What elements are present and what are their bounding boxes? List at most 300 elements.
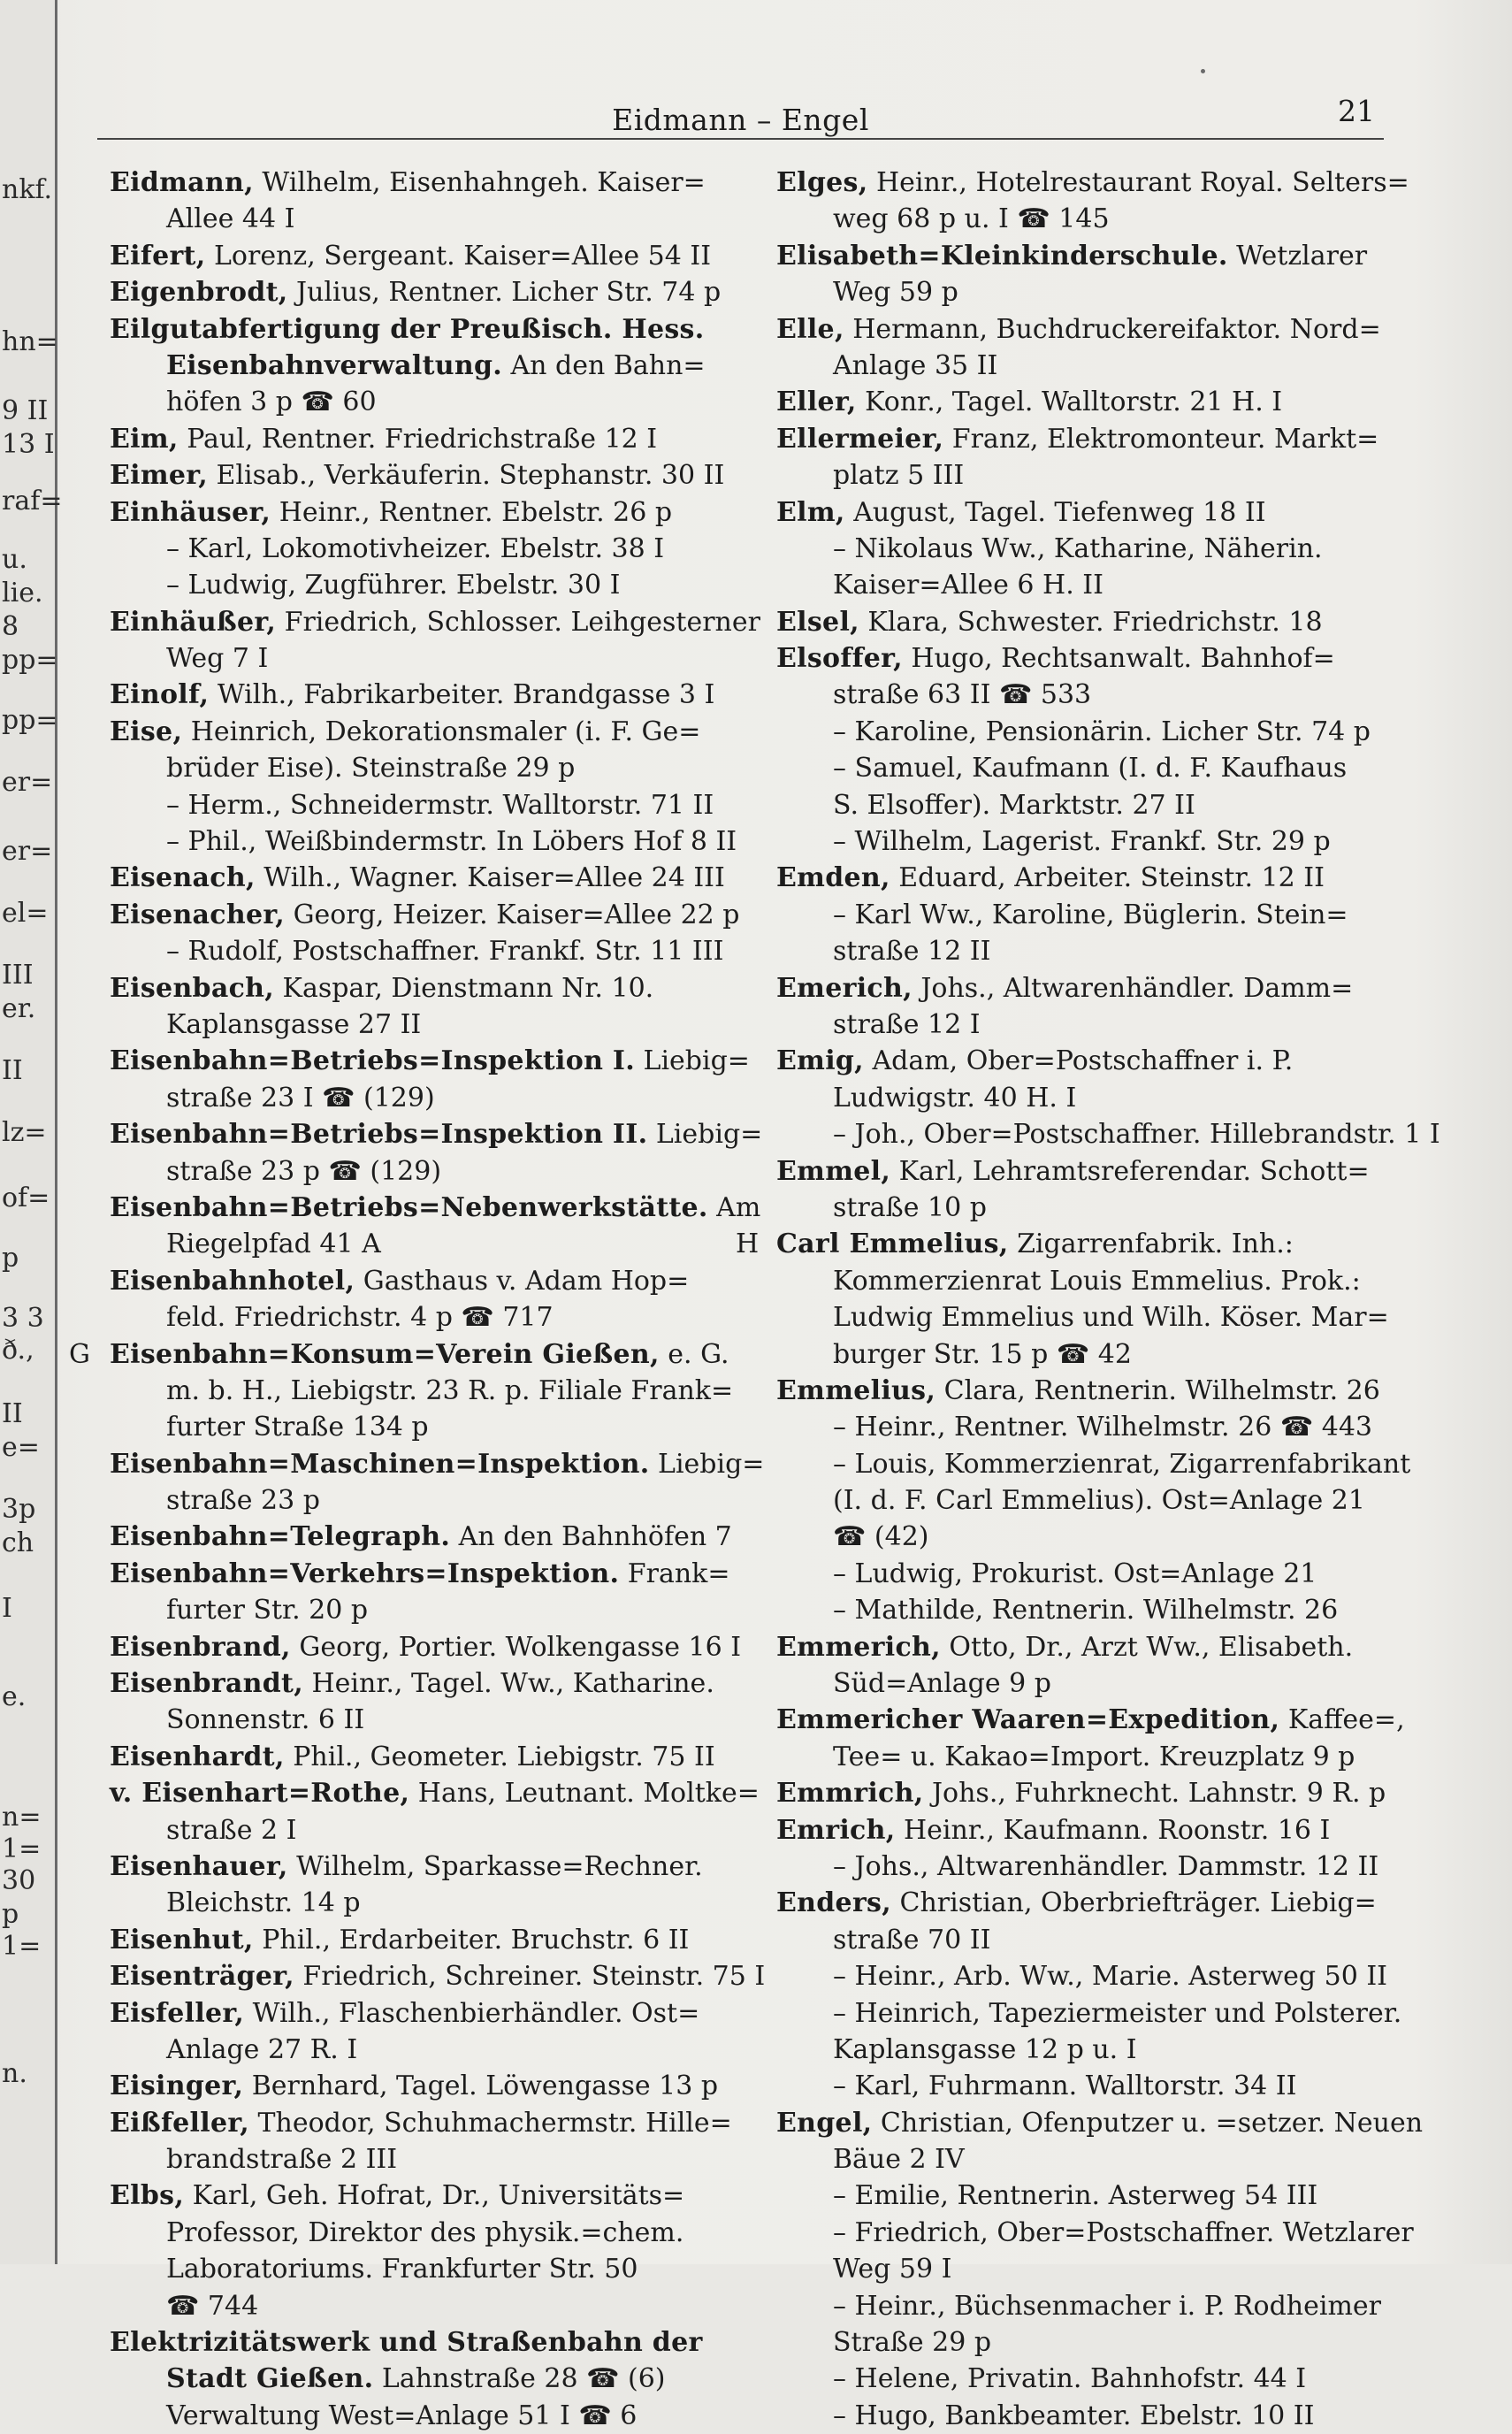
entry-text: Christian, Oberbriefträger. Liebig= bbox=[890, 1887, 1377, 1919]
entry-name: Emden, bbox=[776, 862, 890, 894]
entry-text: Konr., Tagel. Walltorstr. 21 H. I bbox=[856, 387, 1283, 418]
entry-name: Eisenhut, bbox=[110, 1924, 254, 1956]
adjacent-page-fragment: er. bbox=[2, 993, 36, 1024]
entry-text: – Louis, Kommerzienrat, Zigarrenfabrikant bbox=[833, 1448, 1411, 1480]
directory-entry-line bbox=[776, 457, 1400, 494]
directory-entry-line bbox=[776, 823, 1400, 860]
directory-entry-line bbox=[110, 677, 733, 713]
directory-entry-line bbox=[110, 1226, 733, 1262]
directory-entry-line bbox=[110, 1556, 733, 1592]
entry-text: Hermann, Buchdruckereifaktor. Nord= bbox=[844, 313, 1381, 345]
entry-text: platz 5 III bbox=[833, 460, 965, 492]
entry-text: – Phil., Weißbindermstr. In Löbers Hof 8 II bbox=[166, 826, 737, 858]
directory-entry-line bbox=[776, 1080, 1400, 1116]
entry-text: weg 68 p u. I ☎ 145 bbox=[833, 203, 1110, 235]
entry-name: Eisenbahnhotel, bbox=[110, 1265, 355, 1297]
directory-entry-line bbox=[776, 897, 1400, 933]
directory-entry-line bbox=[110, 494, 733, 531]
directory-entry-line bbox=[110, 421, 733, 457]
adjacent-page-fragment: n= bbox=[2, 1802, 42, 1833]
page-title: Eidmann – Engel bbox=[612, 103, 869, 137]
entry-text: ☎ (42) bbox=[833, 1521, 929, 1553]
directory-entry-line bbox=[776, 421, 1400, 457]
directory-entry-line bbox=[110, 1190, 761, 1226]
entry-text: Ludwig Emmelius und Wilh. Köser. Mar= bbox=[833, 1302, 1389, 1334]
directory-entry-line bbox=[110, 1080, 733, 1116]
entry-name: Stadt Gießen. bbox=[166, 2363, 374, 2395]
directory-entry-line bbox=[776, 1592, 1400, 1628]
directory-entry-line bbox=[110, 201, 733, 237]
entry-name: Elle, bbox=[776, 313, 844, 345]
directory-entry-line bbox=[776, 1043, 1400, 1079]
directory-entry-line bbox=[776, 2141, 1400, 2178]
entry-text: (I. d. F. Carl Emmelius). Ost=Anlage 21 bbox=[833, 1485, 1365, 1517]
entry-name: Eisenträger, bbox=[110, 1961, 294, 1993]
entry-name: Eisenbahn=Verkehrs=Inspektion. bbox=[110, 1558, 620, 1589]
directory-entry-line bbox=[776, 1446, 1411, 1482]
entry-text: Bleichstr. 14 p bbox=[166, 1887, 361, 1919]
entry-text: Bernhard, Tagel. Löwengasse 13 p bbox=[243, 2070, 719, 2102]
directory-entry-line bbox=[776, 2361, 1400, 2397]
entry-text: Phil., Geometer. Liebigstr. 75 II bbox=[284, 1741, 715, 1772]
entry-text: An den Bahn= bbox=[501, 349, 706, 381]
directory-entry-line bbox=[776, 787, 1400, 823]
directory-entry-line bbox=[776, 2251, 1400, 2287]
adjacent-page-fragment: ch bbox=[2, 1527, 34, 1558]
entry-text: Verwaltung West=Anlage 51 I ☎ 6 bbox=[166, 2400, 638, 2431]
entry-name: Emig, bbox=[776, 1045, 864, 1077]
entry-text: Weg 59 p bbox=[833, 277, 958, 309]
directory-entry-line bbox=[110, 1519, 733, 1555]
directory-entry-line bbox=[776, 640, 1400, 677]
entry-text: Frank= bbox=[619, 1558, 730, 1589]
directory-entry-line bbox=[110, 2361, 733, 2397]
directory-entry-line bbox=[110, 1812, 733, 1848]
adjacent-page-fragment: 1= bbox=[2, 1833, 42, 1864]
entry-text: Hans, Leutnant. Moltke= bbox=[409, 1778, 760, 1810]
directory-entry-line bbox=[110, 457, 733, 494]
entry-text: Heinr., Kaufmann. Roonstr. 16 I bbox=[895, 1814, 1331, 1846]
entry-text: – Ludwig, Zugführer. Ebelstr. 30 I bbox=[166, 570, 621, 601]
entry-text: An den Bahnhöfen 7 bbox=[450, 1521, 732, 1553]
adjacent-page-fragment: lie. bbox=[2, 578, 43, 608]
entry-text: straße 23 p ☎ (129) bbox=[166, 1155, 442, 1187]
entry-name: Eisfeller, bbox=[110, 1997, 245, 2029]
entry-text: Phil., Erdarbeiter. Bruchstr. 6 II bbox=[253, 1924, 690, 1956]
entry-name: Einhäuser, bbox=[110, 496, 271, 528]
entry-text: Professor, Direktor des physik.=chem. bbox=[166, 2216, 684, 2248]
entry-name: Eisenbahn=Betriebs=Nebenwerkstätte. bbox=[110, 1191, 708, 1223]
directory-entry-line bbox=[110, 531, 733, 567]
entry-text: m. b. H., Liebigstr. 23 R. p. Filiale Frank= bbox=[166, 1374, 734, 1406]
entry-name: Eisenbahn=Betriebs=Inspektion I. bbox=[110, 1045, 635, 1077]
entry-text: Friedrich, Schlosser. Leihgesterner bbox=[276, 606, 760, 638]
entry-name: Eilgutabfertigung der Preußisch. Hess. bbox=[110, 313, 705, 345]
directory-entry-line bbox=[776, 2288, 1400, 2324]
directory-entry-line bbox=[776, 1336, 1400, 1373]
entry-text: Tee= u. Kakao=Import. Kreuzplatz 9 p bbox=[833, 1741, 1355, 1772]
entry-text: Weg 7 I bbox=[166, 643, 269, 675]
directory-entry-line bbox=[776, 1556, 1400, 1592]
directory-entry-line bbox=[110, 2105, 733, 2141]
directory-entry-line bbox=[776, 604, 1400, 640]
directory-entry-line bbox=[776, 1482, 1400, 1519]
directory-entry-line bbox=[776, 1263, 1400, 1299]
entry-name: Eisenach, bbox=[110, 862, 256, 894]
entry-text: straße 2 I bbox=[166, 1814, 297, 1846]
directory-entry-line bbox=[110, 1299, 733, 1336]
entry-text: Laboratoriums. Frankfurter Str. 50 bbox=[166, 2254, 638, 2285]
entry-text: furter Str. 20 p bbox=[166, 1595, 369, 1626]
paper-fleck bbox=[1201, 69, 1205, 73]
directory-entry-line bbox=[110, 1739, 733, 1775]
entry-name: Eisenhauer, bbox=[110, 1850, 288, 1882]
directory-entry-line bbox=[776, 1373, 1400, 1409]
entry-text: Friedrich, Schreiner. Steinstr. 75 I bbox=[294, 1961, 766, 1993]
adjacent-page-fragment: lz= bbox=[2, 1117, 47, 1148]
directory-entry-line bbox=[110, 1958, 766, 1994]
entry-text: Wilhelm, Sparkasse=Rechner. bbox=[287, 1850, 703, 1882]
directory-entry-line bbox=[776, 1007, 1400, 1043]
adjacent-page-fragment: pp= bbox=[2, 645, 58, 676]
entry-text: Heinr., Rentner. Ebelstr. 26 p bbox=[271, 496, 673, 528]
directory-entry-line bbox=[110, 1665, 733, 1702]
entry-text: Klara, Schwester. Friedrichstr. 18 bbox=[859, 606, 1323, 638]
directory-entry-line bbox=[110, 1373, 733, 1409]
directory-entry-line bbox=[776, 750, 1400, 786]
entry-name: Emmerich, bbox=[776, 1631, 941, 1663]
entry-name: Eisenbrandt, bbox=[110, 1668, 303, 1700]
adjacent-page-fragment: 3p bbox=[2, 1494, 36, 1525]
directory-entry-line bbox=[110, 1482, 733, 1519]
directory-entry-line bbox=[110, 787, 733, 823]
entry-text: Lahnstraße 28 ☎ (6) bbox=[373, 2363, 666, 2395]
entry-text: – Karl, Lokomotivheizer. Ebelstr. 38 I bbox=[166, 532, 665, 564]
entry-name: Eisenbahnverwaltung. bbox=[166, 349, 502, 381]
entry-text: Gasthaus v. Adam Hop= bbox=[355, 1265, 690, 1297]
adjacent-page-fragment: I bbox=[2, 1593, 12, 1624]
directory-entry-line bbox=[110, 384, 733, 420]
entry-text: Sonnenstr. 6 II bbox=[166, 1704, 365, 1736]
entry-text: Süd=Anlage 9 p bbox=[833, 1668, 1052, 1700]
directory-entry-line bbox=[110, 1885, 733, 1921]
entry-text: furter Straße 134 p bbox=[166, 1412, 429, 1443]
adjacent-page-fragment: el= bbox=[2, 898, 49, 929]
directory-entry-line bbox=[110, 567, 733, 603]
directory-entry-line bbox=[776, 311, 1400, 348]
entry-name: Carl Emmelius, bbox=[776, 1228, 1009, 1260]
directory-entry-line bbox=[110, 2324, 733, 2361]
directory-entry-line bbox=[776, 2068, 1400, 2104]
entry-name: Emerich, bbox=[776, 972, 913, 1004]
adjacent-page-fragment: II bbox=[2, 1055, 23, 1086]
entry-text: straße 10 p bbox=[833, 1191, 987, 1223]
directory-entry-line bbox=[110, 970, 733, 1007]
entry-text: Otto, Dr., Arzt Ww., Elisabeth. bbox=[940, 1631, 1354, 1663]
entry-name: Eisenbahn=Betriebs=Inspektion II. bbox=[110, 1119, 648, 1151]
directory-entry-line bbox=[736, 1226, 1400, 1262]
directory-entry-line bbox=[776, 1848, 1400, 1885]
directory-entry-line bbox=[110, 2141, 733, 2178]
adjacent-page-fragment: 30 bbox=[2, 1865, 36, 1896]
entry-text: Franz, Elektromonteur. Markt= bbox=[943, 423, 1379, 455]
entry-text: – Herm., Schneidermstr. Walltorstr. 71 II bbox=[166, 789, 714, 821]
entry-name: Elsel, bbox=[776, 606, 859, 638]
entry-text: straße 70 II bbox=[833, 1924, 991, 1956]
directory-entry-line bbox=[776, 238, 1400, 274]
directory-entry-line bbox=[776, 677, 1400, 713]
directory-entry-line bbox=[776, 1922, 1400, 1958]
directory-entry-line bbox=[776, 494, 1400, 531]
entry-text: Riegelpfad 41 A bbox=[166, 1228, 381, 1260]
entry-text: Christian, Ofenputzer u. =setzer. Neuen bbox=[872, 2107, 1424, 2139]
directory-entry-line bbox=[776, 2032, 1400, 2068]
entry-text: – Helene, Privatin. Bahnhofstr. 44 I bbox=[833, 2363, 1307, 2395]
entry-text: – Mathilde, Rentnerin. Wilhelmstr. 26 bbox=[833, 1595, 1339, 1626]
entry-name: Eißfeller, bbox=[110, 2107, 249, 2139]
entry-text: – Hugo, Bankbeamter. Ebelstr. 10 II bbox=[833, 2400, 1315, 2431]
entry-name: Elisabeth=Kleinkinderschule. bbox=[776, 240, 1228, 272]
entry-text: – Johs., Altwarenhändler. Dammstr. 12 II bbox=[833, 1850, 1379, 1882]
entry-name: Einolf, bbox=[110, 679, 210, 711]
directory-entry-line bbox=[110, 2068, 733, 2104]
entry-name: Eise, bbox=[110, 716, 183, 747]
directory-entry-line bbox=[110, 2288, 733, 2324]
entry-text: Liebig= bbox=[649, 1448, 765, 1480]
entry-name: Eisenbahn=Maschinen=Inspektion. bbox=[110, 1448, 650, 1480]
entry-text: ☎ 744 bbox=[166, 2290, 259, 2322]
directory-entry-line bbox=[110, 604, 760, 640]
directory-entry-line bbox=[776, 970, 1400, 1007]
entry-text: Julius, Rentner. Licher Str. 74 p bbox=[287, 277, 722, 309]
directory-entry-line bbox=[776, 1702, 1405, 1738]
page-number: 21 bbox=[1338, 94, 1375, 128]
entry-text: Kaffee=, bbox=[1279, 1704, 1405, 1736]
directory-entry-line bbox=[110, 1848, 733, 1885]
entry-name: Einhäußer, bbox=[110, 606, 277, 638]
adjacent-page-fragment: 1= bbox=[2, 1931, 42, 1962]
entry-text: Lorenz, Sergeant. Kaiser=Allee 54 II bbox=[205, 240, 712, 272]
entry-text: Heinr., Tagel. Ww., Katharine. bbox=[302, 1668, 714, 1700]
entry-text: – Heinr., Arb. Ww., Marie. Asterweg 50 II bbox=[833, 1961, 1388, 1993]
running-header bbox=[97, 94, 1384, 140]
entry-text: Paul, Rentner. Friedrichstraße 12 I bbox=[178, 423, 658, 455]
entry-text: straße 12 I bbox=[833, 1008, 981, 1040]
adjacent-page-fragment: er= bbox=[2, 836, 53, 867]
adjacent-page-fragment: 9 II bbox=[2, 395, 49, 426]
entry-marker: G bbox=[69, 1338, 90, 1370]
directory-entry-line bbox=[110, 2251, 733, 2287]
adjacent-page-fragment: 13 I bbox=[2, 429, 55, 460]
directory-entry-line bbox=[776, 1775, 1400, 1811]
entry-text: Bäue 2 IV bbox=[833, 2144, 965, 2176]
entry-text: Wetzlarer bbox=[1227, 240, 1368, 272]
directory-entry-line bbox=[776, 1812, 1400, 1848]
entry-text: – Ludwig, Prokurist. Ost=Anlage 21 bbox=[833, 1558, 1317, 1589]
entry-marker: H bbox=[736, 1228, 760, 1260]
entry-text: Georg, Portier. Wolkengasse 16 I bbox=[290, 1631, 742, 1663]
entry-name: Eisenhardt, bbox=[110, 1741, 285, 1772]
directory-entry-line bbox=[110, 750, 733, 786]
entry-name: Emmericher Waaren=Expedition, bbox=[776, 1704, 1280, 1736]
directory-entry-line bbox=[110, 1995, 733, 2032]
directory-entry-line bbox=[110, 1702, 733, 1738]
directory-entry-line bbox=[110, 640, 733, 677]
directory-entry-line bbox=[776, 274, 1400, 310]
directory-entry-line bbox=[110, 238, 733, 274]
directory-entry-line bbox=[110, 348, 733, 384]
directory-entry-line bbox=[776, 384, 1400, 420]
entry-name: Eisinger, bbox=[110, 2070, 244, 2102]
directory-entry-line bbox=[110, 823, 737, 860]
entry-text: Kaplansgasse 12 p u. I bbox=[833, 2033, 1137, 2065]
adjacent-page-fragment: pp= bbox=[2, 705, 58, 736]
directory-entry-line bbox=[776, 531, 1400, 567]
entry-name: Eller, bbox=[776, 387, 857, 418]
entry-name: Engel, bbox=[776, 2107, 873, 2139]
entry-name: Elbs, bbox=[110, 2180, 185, 2212]
entry-text: – Heinrich, Tapeziermeister und Polsterer. bbox=[833, 1997, 1402, 2029]
adjacent-page-fragment: e. bbox=[2, 1681, 27, 1712]
entry-name: Eisenbach, bbox=[110, 972, 274, 1004]
entry-text: – Nikolaus Ww., Katharine, Näherin. bbox=[833, 532, 1323, 564]
entry-text: Am bbox=[707, 1191, 761, 1223]
entry-name: Eigenbrodt, bbox=[110, 277, 288, 309]
adjacent-page-fragment: n. bbox=[2, 2058, 27, 2089]
entry-name: Eidmann, bbox=[110, 167, 254, 198]
entry-name: Elsoffer, bbox=[776, 643, 903, 675]
directory-entry-line bbox=[110, 1446, 765, 1482]
directory-entry-line bbox=[776, 201, 1400, 237]
entry-text: – Heinr., Büchsenmacher i. P. Rodheimer bbox=[833, 2290, 1381, 2322]
entry-name: Elektrizitätswerk und Straßenbahn der bbox=[110, 2327, 703, 2359]
adjacent-page-fragment: er= bbox=[2, 767, 53, 798]
entry-text: Liebig= bbox=[635, 1045, 750, 1077]
entry-text: Heinrich, Dekorationsmaler (i. F. Ge= bbox=[182, 716, 701, 747]
directory-entry-line bbox=[110, 1007, 733, 1043]
entry-text: straße 23 p bbox=[166, 1485, 320, 1517]
adjacent-page-fragment: u. bbox=[2, 544, 27, 575]
directory-entry-line bbox=[776, 348, 1400, 384]
directory-entry-line bbox=[776, 1299, 1400, 1336]
directory-entry-line bbox=[110, 714, 733, 750]
entry-name: Elges, bbox=[776, 167, 868, 198]
entry-name: Emrich, bbox=[776, 1814, 896, 1846]
entry-text: straße 23 I ☎ (129) bbox=[166, 1082, 435, 1114]
entry-text: Karl, Geh. Hofrat, Dr., Universitäts= bbox=[184, 2180, 685, 2212]
entry-text: Wilh., Wagner. Kaiser=Allee 24 III bbox=[255, 862, 725, 894]
entry-text: brüder Eise). Steinstraße 29 p bbox=[166, 753, 576, 785]
entry-text: straße 63 II ☎ 533 bbox=[833, 679, 1092, 711]
directory-entry-line bbox=[110, 274, 733, 310]
entry-text: Karl, Lehramtsreferendar. Schott= bbox=[890, 1155, 1370, 1187]
adjacent-page-fragment: e= bbox=[2, 1432, 40, 1463]
entry-name: Eim, bbox=[110, 423, 179, 455]
left-column bbox=[69, 165, 766, 2434]
entry-text: Zigarrenfabrik. Inh.: bbox=[1008, 1228, 1294, 1260]
directory-entry-line bbox=[110, 2215, 733, 2251]
entry-name: Elm, bbox=[776, 496, 845, 528]
entry-text: – Rudolf, Postschaffner. Frankf. Str. 11 III bbox=[166, 936, 724, 968]
directory-entry-line bbox=[110, 1153, 733, 1190]
directory-entry-line bbox=[776, 860, 1400, 896]
entry-text: Kaplansgasse 27 II bbox=[166, 1008, 422, 1040]
entry-name: Eisenacher, bbox=[110, 899, 286, 930]
adjacent-page-fragment: nkf. bbox=[2, 174, 53, 205]
entry-text: – Friedrich, Ober=Postschaffner. Wetzlarer bbox=[833, 2216, 1414, 2248]
entry-text: Georg, Heizer. Kaiser=Allee 22 p bbox=[285, 899, 740, 930]
entry-text: – Karoline, Pensionärin. Licher Str. 74 p bbox=[833, 716, 1371, 747]
entry-text: e. G. bbox=[659, 1338, 729, 1370]
entry-text: – Heinr., Rentner. Wilhelmstr. 26 ☎ 443 bbox=[833, 1412, 1372, 1443]
entry-name: Eisenbahn=Konsum=Verein Gießen, bbox=[110, 1338, 660, 1370]
directory-entry-line bbox=[776, 2324, 1400, 2361]
directory-entry-line bbox=[776, 1739, 1400, 1775]
entry-name: Eisenbrand, bbox=[110, 1631, 291, 1663]
directory-entry-line bbox=[110, 860, 733, 896]
entry-text: Kaspar, Dienstmann Nr. 10. bbox=[274, 972, 654, 1004]
directory-entry-line bbox=[776, 2178, 1400, 2214]
entry-name: Eifert, bbox=[110, 240, 206, 272]
entry-text: Wilh., Flaschenbierhändler. Ost= bbox=[244, 1997, 700, 2029]
entry-text: Adam, Ober=Postschaffner i. P. bbox=[863, 1045, 1294, 1077]
directory-entry-line bbox=[776, 1958, 1400, 1994]
directory-entry-line bbox=[776, 165, 1409, 201]
entry-text: Kommerzienrat Louis Emmelius. Prok.: bbox=[833, 1265, 1361, 1297]
directory-entry-line bbox=[776, 2105, 1424, 2141]
entry-name: Enders, bbox=[776, 1887, 891, 1919]
directory-entry-line bbox=[110, 2032, 733, 2068]
adjacent-page-fragment: ð., bbox=[2, 1335, 34, 1366]
entry-text: – Wilhelm, Lagerist. Frankf. Str. 29 p bbox=[833, 826, 1331, 858]
adjacent-page-fragment: of= bbox=[2, 1183, 50, 1213]
adjacent-page-fragment: III bbox=[2, 960, 34, 991]
directory-entry-line bbox=[110, 2398, 733, 2434]
entry-name: Eisenbahn=Telegraph. bbox=[110, 1521, 451, 1553]
directory-entry-line bbox=[110, 1043, 750, 1079]
entry-text: Ludwigstr. 40 H. I bbox=[833, 1082, 1077, 1114]
directory-entry-line bbox=[776, 1190, 1400, 1226]
directory-entry-line bbox=[776, 2215, 1414, 2251]
directory-entry-line bbox=[776, 933, 1400, 969]
entry-text: Liebig= bbox=[647, 1119, 763, 1151]
adjacent-page-fragment: 3 3 bbox=[2, 1303, 44, 1334]
entry-text: brandstraße 2 III bbox=[166, 2144, 398, 2176]
entry-text: Theodor, Schuhmachermstr. Hille= bbox=[249, 2107, 732, 2139]
right-column bbox=[736, 165, 1440, 2434]
directory-entry-line bbox=[776, 1885, 1400, 1921]
entry-text: Heinr., Hotelrestaurant Royal. Selters= bbox=[867, 167, 1409, 198]
directory-entry-line bbox=[110, 1775, 760, 1811]
entry-text: Eduard, Arbeiter. Steinstr. 12 II bbox=[890, 862, 1325, 894]
entry-name: Eimer, bbox=[110, 460, 208, 492]
entry-name: Ellermeier, bbox=[776, 423, 944, 455]
directory-entry-line bbox=[776, 1995, 1400, 2032]
entry-text: Anlage 35 II bbox=[833, 349, 998, 381]
header-rule bbox=[97, 138, 1384, 140]
directory-entry-line bbox=[110, 897, 740, 933]
directory-entry-line bbox=[776, 714, 1400, 750]
directory-entry-line bbox=[110, 311, 733, 348]
directory-entry-line bbox=[776, 1409, 1400, 1445]
entry-text: Kaiser=Allee 6 H. II bbox=[833, 570, 1103, 601]
directory-entry-line bbox=[776, 1629, 1400, 1665]
entry-text: burger Str. 15 p ☎ 42 bbox=[833, 1338, 1132, 1370]
entry-text: Straße 29 p bbox=[833, 2327, 992, 2359]
entry-name: Emmelius, bbox=[776, 1374, 936, 1406]
entry-text: Elisab., Verkäuferin. Stephanstr. 30 II bbox=[207, 460, 725, 492]
entry-text: – Karl, Fuhrmann. Walltorstr. 34 II bbox=[833, 2070, 1297, 2102]
